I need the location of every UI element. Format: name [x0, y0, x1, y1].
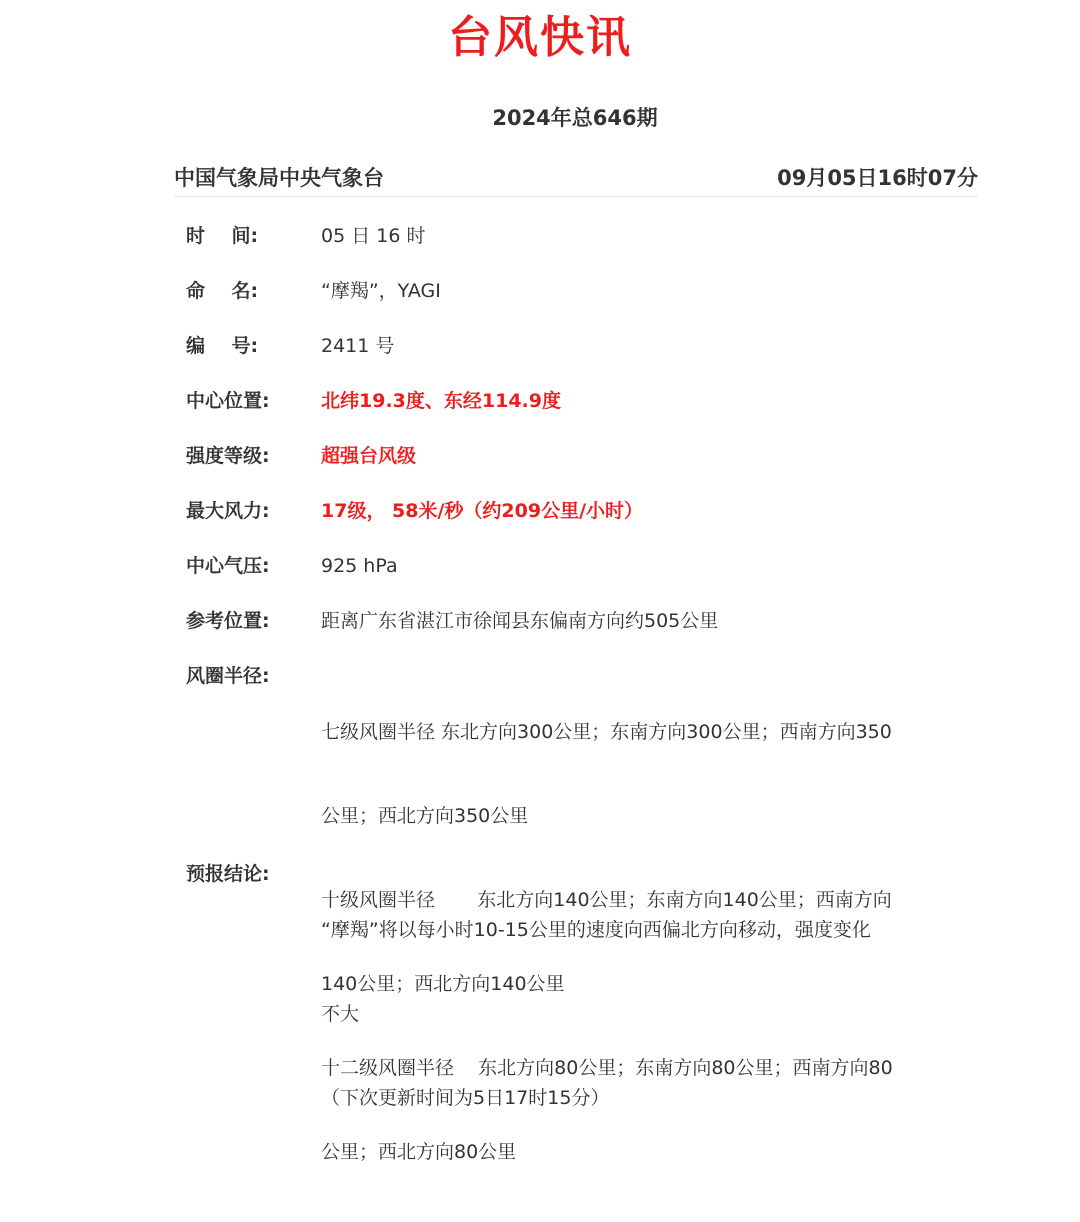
field-value: 超强台风级 — [321, 445, 417, 467]
field-label: 强度等级: — [186, 445, 270, 467]
agency-name: 中国气象局中央气象台 — [174, 166, 384, 190]
wind-radius-line: 公里；西北方向350公里 — [321, 805, 529, 827]
wind-radius-line: 公里；西北方向80公里 — [321, 1141, 517, 1163]
field-label: 中心位置: — [186, 390, 270, 412]
field-label: 命 名: — [186, 280, 259, 302]
wind-radius-line: 十二级风圈半径 东北方向80公里；东南方向80公里；西南方向80 — [321, 1057, 893, 1079]
field-label: 参考位置: — [186, 610, 270, 632]
field-value: 2411 号 — [321, 335, 395, 357]
issue-timestamp: 09月05日16时07分 — [777, 166, 978, 190]
field-value: 925 hPa — [321, 555, 398, 577]
field-label: 时 间: — [186, 225, 259, 247]
wind-radius-line: 140公里；西北方向140公里 — [321, 973, 565, 995]
field-value: 距离广东省湛江市徐闻县东偏南方向约505公里 — [321, 610, 719, 632]
wind-radius-line: 十级风圈半径 东北方向140公里；东南方向140公里；西南方向 — [321, 889, 892, 911]
field-label: 最大风力: — [186, 500, 270, 522]
agency-header — [174, 160, 978, 197]
field-value: “摩羯”，YAGI — [321, 280, 441, 302]
field-label: 预报结论: — [186, 863, 270, 885]
field-value: 05 日 16 时 — [321, 225, 426, 247]
field-value: 17级， 58米/秒（约209公里/小时） — [321, 500, 644, 522]
field-label: 风圈半径: — [186, 665, 270, 687]
field-label: 编 号: — [186, 335, 259, 357]
wind-radius-line: 七级风圈半径 东北方向300公里；东南方向300公里；西南方向350 — [321, 721, 892, 743]
field-label: 中心气压: — [186, 555, 270, 577]
issue-number: 2024年总646期 — [492, 106, 658, 130]
field-value — [321, 860, 961, 1168]
field-value: 北纬19.3度、东经114.9度 — [321, 390, 561, 412]
forecast-line: 不大 — [321, 1003, 360, 1025]
forecast-line: “摩羯”将以每小时10-15公里的速度向西偏北方向移动，强度变化 — [321, 919, 871, 941]
page-title: 台风快讯 — [448, 12, 632, 63]
forecast-line: （下次更新时间为5日17时15分） — [321, 1087, 610, 1109]
